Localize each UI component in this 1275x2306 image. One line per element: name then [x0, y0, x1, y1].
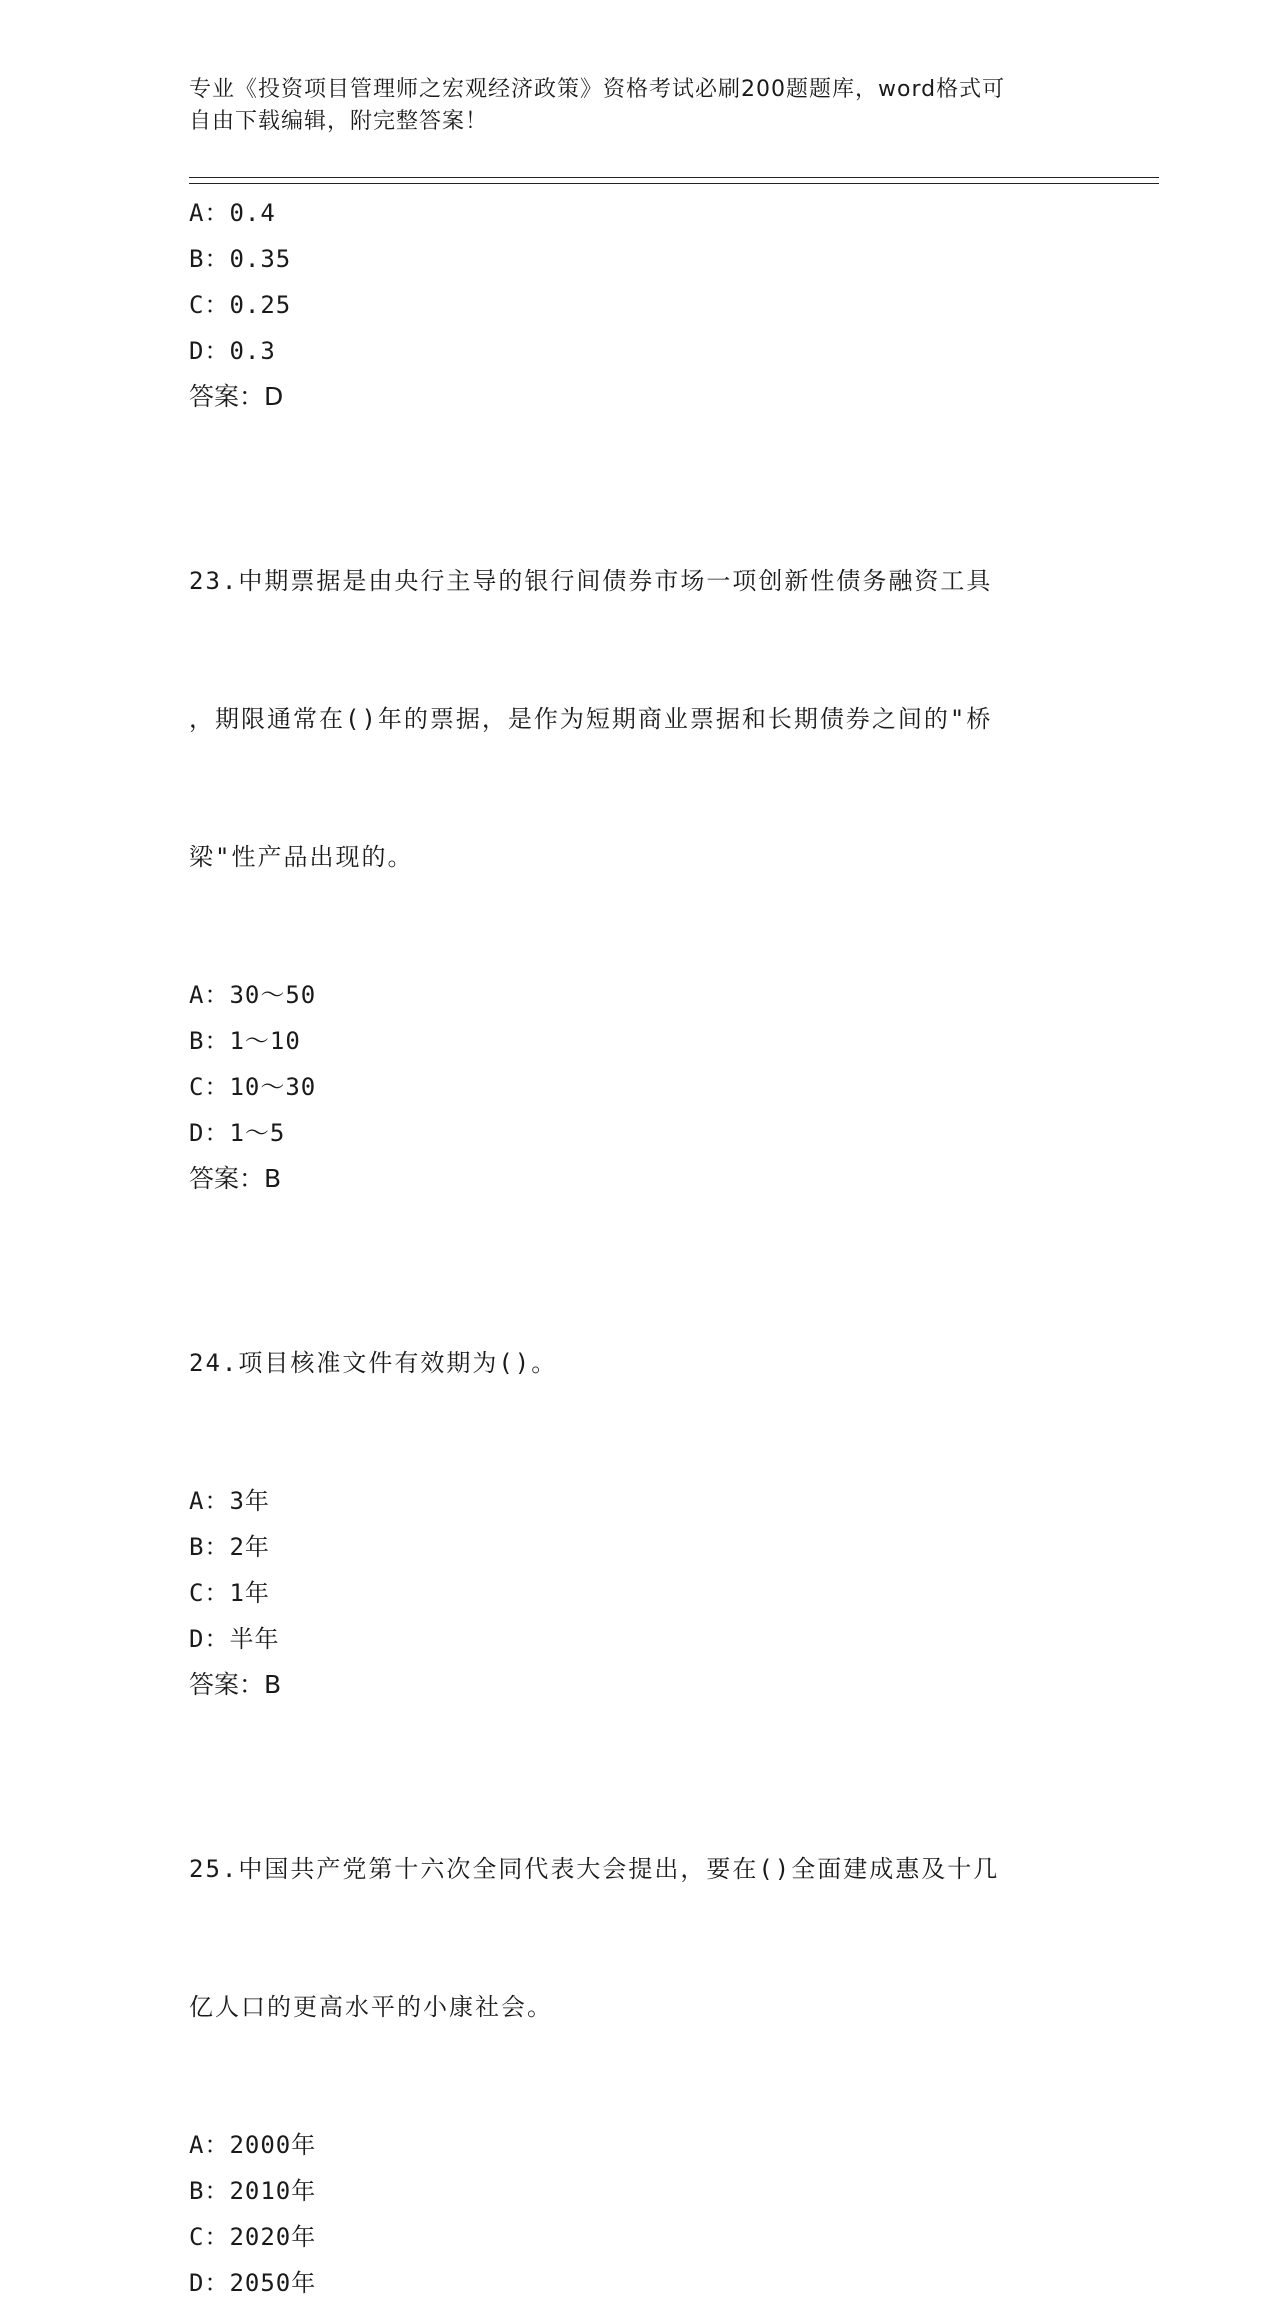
option-c: C：10～30: [189, 1073, 317, 1101]
option-b: B：1～10: [189, 1027, 301, 1055]
option-b: B：2010年: [189, 2177, 317, 2205]
option-a: A：30～50: [189, 981, 317, 1009]
question-gap: [189, 1708, 1089, 1754]
header-divider: [189, 177, 1159, 184]
question-list: [189, 190, 1089, 2306]
question-stem: [189, 466, 1089, 972]
option-a: A：3年: [189, 1487, 270, 1515]
answer-line: 答案：B: [189, 1670, 282, 1699]
answer-line: 答案：D: [189, 382, 284, 411]
question-22-tail: [189, 190, 1089, 420]
question-stem-line: ，期限通常在()年的票据，是作为短期商业票据和长期债券之间的"桥: [189, 705, 993, 733]
header-line-2: 自由下载编辑，附完整答案！: [189, 109, 489, 134]
question-gap: [189, 420, 1089, 466]
question-24: [189, 1248, 1089, 1708]
option-c: C：1年: [189, 1579, 270, 1607]
option-b: B：0.35: [189, 245, 292, 273]
option-c: C：0.25: [189, 291, 292, 319]
question-stem-line: 25.中国共产党第十六次全同代表大会提出，要在()全面建成惠及十几: [189, 1855, 1000, 1883]
question-25: [189, 1754, 1089, 2306]
question-gap: [189, 1202, 1089, 1248]
header-line-1: 专业《投资项目管理师之宏观经济政策》资格考试必刷200题题库，word格式可: [189, 77, 1006, 102]
option-d: D：0.3: [189, 337, 276, 365]
question-stem-line: 亿人口的更高水平的小康社会。: [189, 1993, 553, 2021]
question-23: [189, 466, 1089, 1202]
option-a: A：0.4: [189, 199, 276, 227]
question-stem-line: 24.项目核准文件有效期为()。: [189, 1349, 558, 1377]
question-stem-line: 梁"性产品出现的。: [189, 843, 414, 871]
option-d: D：半年: [189, 1625, 280, 1653]
question-stem-line: 23.中期票据是由央行主导的银行间债券市场一项创新性债务融资工具: [189, 567, 993, 595]
question-stem: [189, 1248, 1089, 1478]
option-c: C：2020年: [189, 2223, 317, 2251]
option-d: D：1～5: [189, 1119, 286, 1147]
question-stem: [189, 1754, 1089, 2122]
option-b: B：2年: [189, 1533, 270, 1561]
option-a: A：2000年: [189, 2131, 317, 2159]
option-d: D：2050年: [189, 2269, 317, 2297]
document-header: [189, 74, 1089, 138]
answer-line: 答案：B: [189, 1164, 282, 1193]
